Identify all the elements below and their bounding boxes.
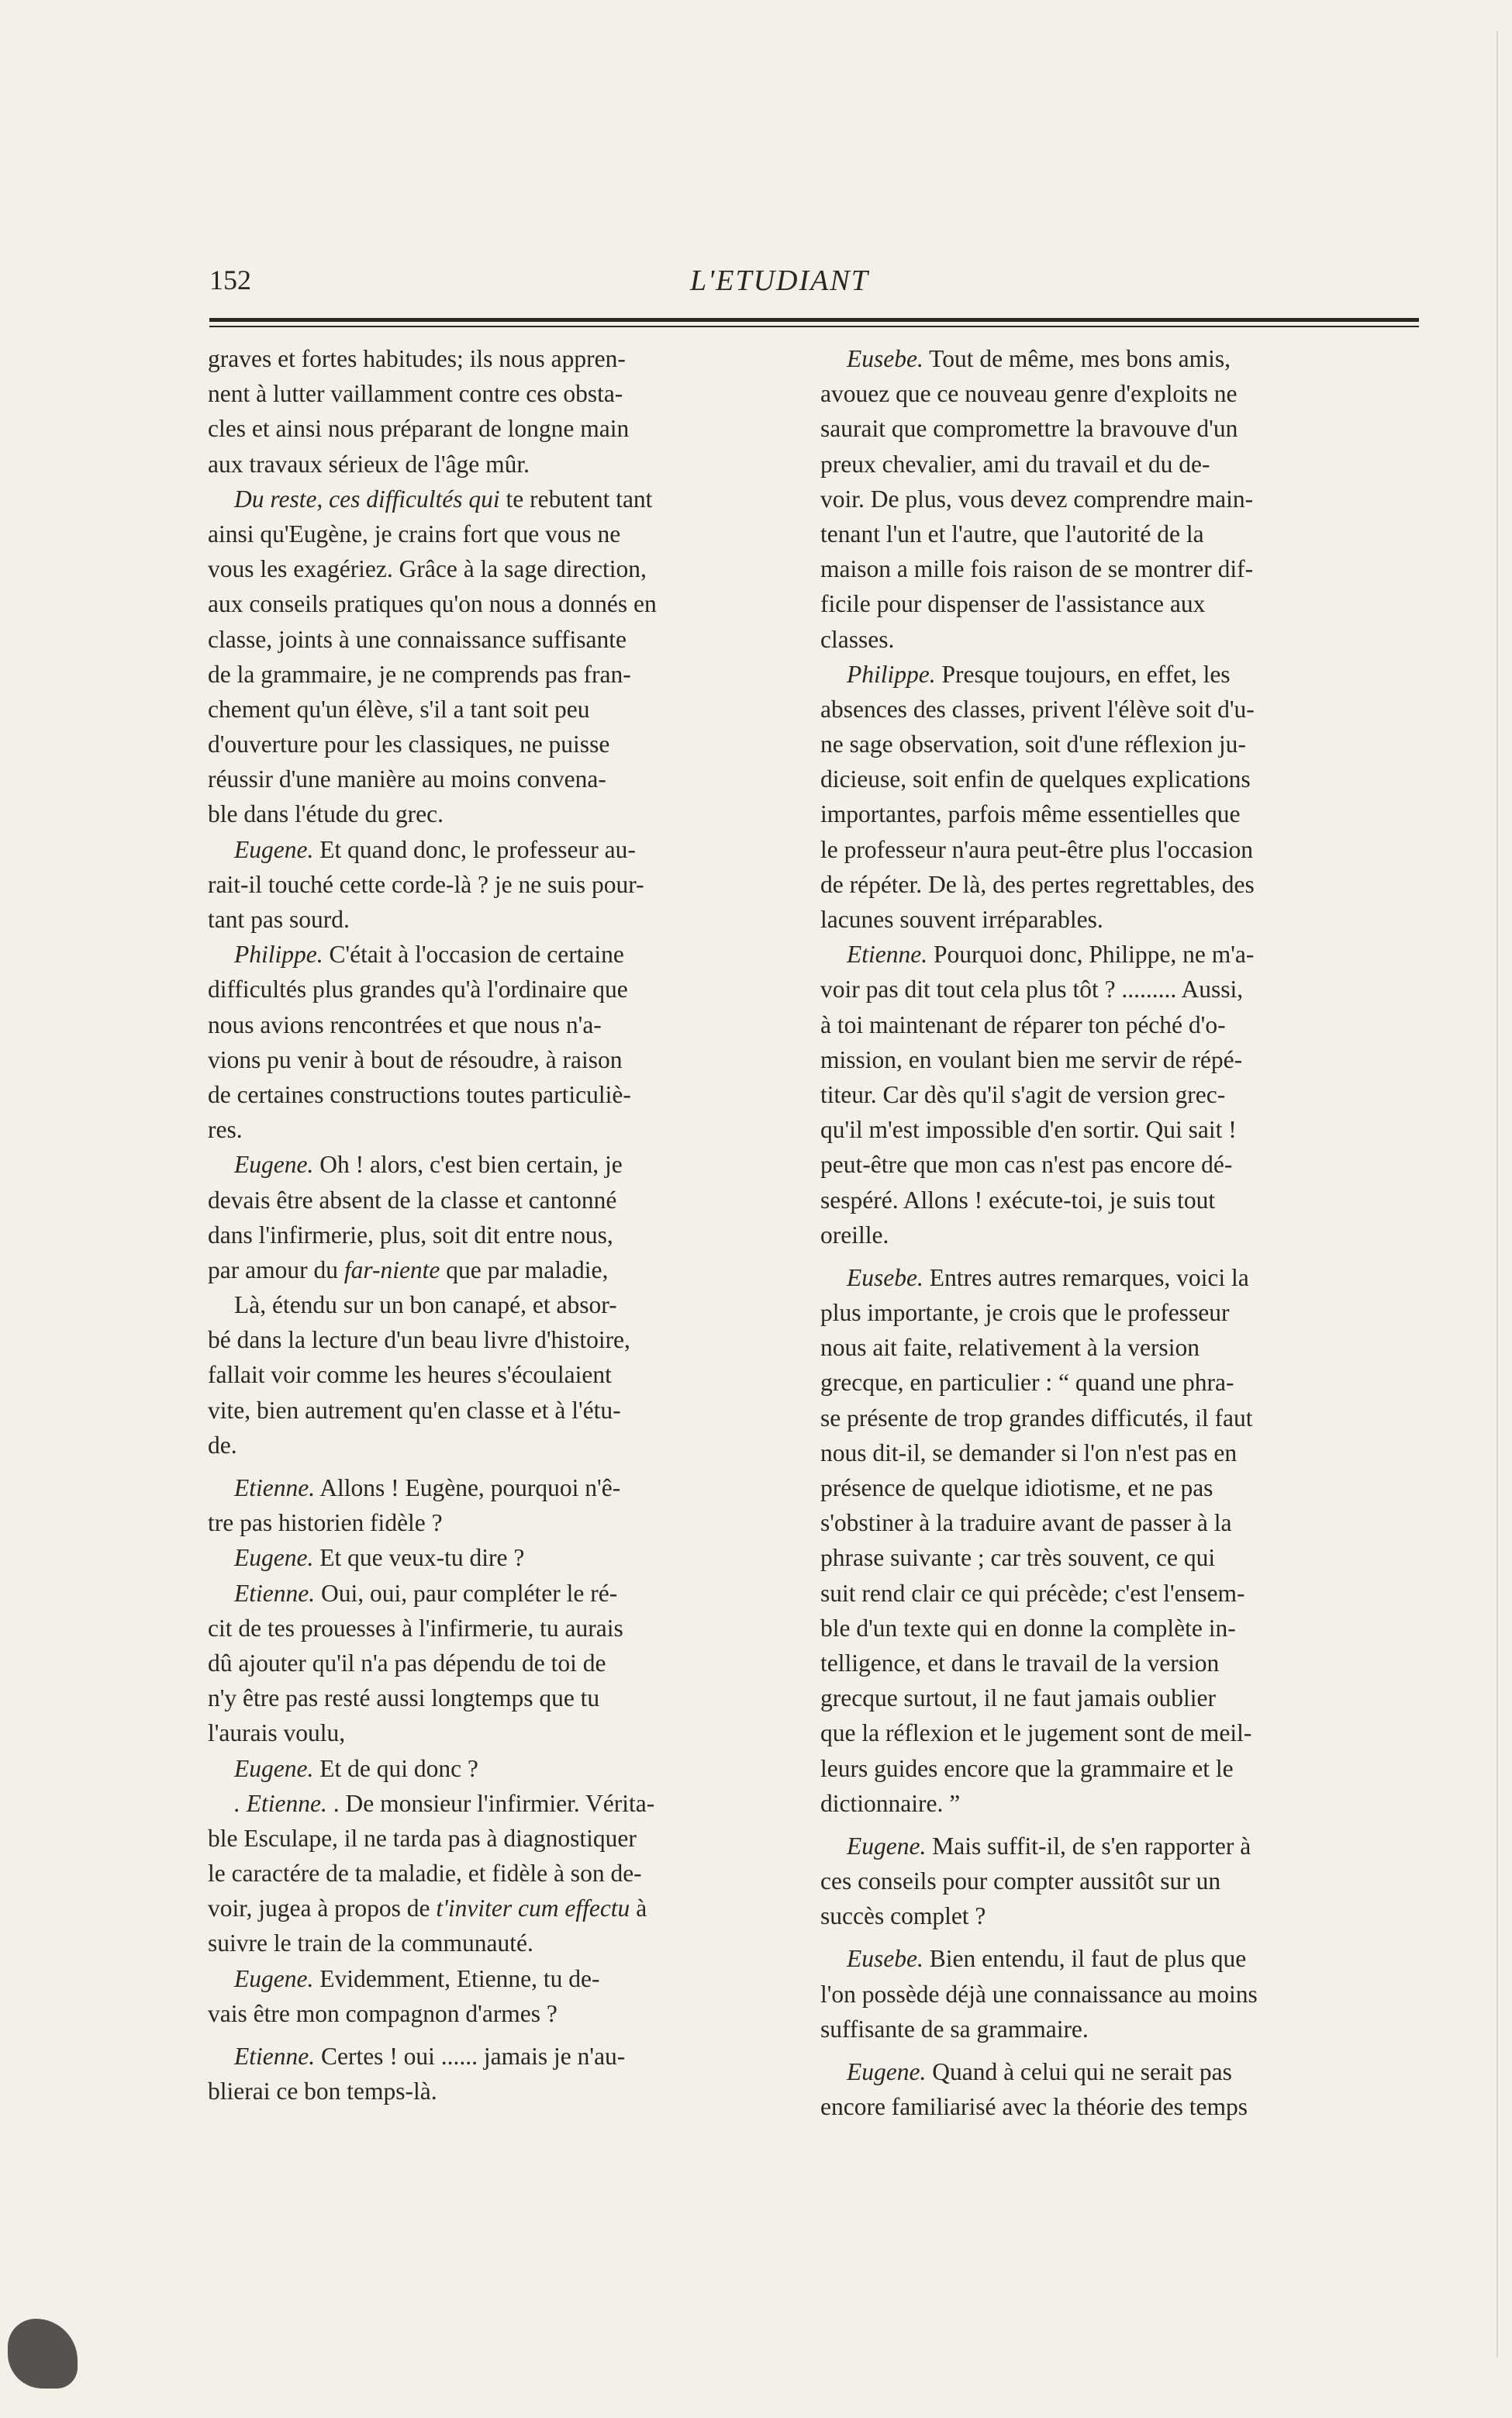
line-text: de. [208, 1431, 237, 1459]
line-text: dû ajouter qu'il n'a pas dépendu de toi de [208, 1649, 606, 1677]
line-text: ces conseils pour compter aussitôt sur un [820, 1867, 1221, 1895]
text-line [820, 867, 1394, 902]
text-line [208, 1252, 782, 1287]
line-text: Quand à celui qui ne serait pas [926, 2058, 1232, 2085]
line-text: chement qu'un élève, s'il a tant soit peu [208, 695, 590, 723]
line-text: classe, joints à une connaissance suffisante [208, 625, 627, 653]
text-line [820, 1646, 1394, 1681]
line-text: que par maladie, [440, 1256, 609, 1283]
text-line [208, 657, 782, 692]
text-line [208, 1961, 782, 1996]
line-text: bé dans la lecture d'un beau livre d'histoire, [208, 1326, 630, 1354]
corner-ink-mark [8, 2319, 78, 2389]
line-text: encore familiarisé avec la théorie des temps [820, 2093, 1248, 2121]
line-text: vais être mon compagnon d'armes ? [208, 1999, 558, 2027]
line-text: vous les exagériez. Grâce à la sage direction, [208, 555, 647, 583]
line-text: s'obstiner à la traduire avant de passer à la [820, 1509, 1232, 1537]
text-line [208, 1540, 782, 1575]
line-text: par amour du [208, 1256, 344, 1283]
text-line [820, 1218, 1394, 1252]
text-line [208, 516, 782, 551]
text-line [208, 1147, 782, 1182]
line-text: Et que veux-tu dire ? [313, 1544, 525, 1572]
text-line [820, 1183, 1394, 1218]
text-line [208, 867, 782, 902]
text-line [208, 937, 782, 972]
line-text: res. [208, 1116, 243, 1144]
text-line [208, 622, 782, 657]
right-column [820, 341, 1394, 2124]
speaker-name: Eugene. [234, 1151, 314, 1179]
line-text: ble dans l'étude du grec. [208, 800, 444, 828]
line-text: à [630, 1895, 647, 1922]
line-text: avouez que ce nouveau genre d'exploits ne [820, 380, 1238, 408]
line-text: tenant l'un et l'autre, que l'autorité de la [820, 520, 1204, 548]
speaker-name: Eusebe. [847, 345, 923, 372]
text-line [820, 447, 1394, 482]
page-header [209, 264, 1419, 310]
line-text: ble d'un texte qui en donne la complète in- [820, 1614, 1236, 1642]
line-text: rait-il touché cette corde-là ? je ne suis pour- [208, 870, 644, 898]
speaker-name: Etienne. [234, 2043, 316, 2070]
text-line [820, 376, 1394, 411]
text-line [208, 1505, 782, 1540]
line-text: à toi maintenant de réparer ton péché d'o- [820, 1010, 1226, 1038]
line-text: Pourquoi donc, Philippe, ne m'a- [927, 941, 1255, 969]
text-line [208, 1681, 782, 1715]
text-line [208, 1357, 782, 1392]
text-line [208, 447, 782, 482]
text-line [208, 1891, 782, 1926]
text-line [820, 622, 1394, 657]
text-line [208, 1112, 782, 1147]
line-text: voir. De plus, vous devez comprendre main- [820, 485, 1254, 513]
text-line [820, 1977, 1394, 2012]
text-line [820, 1435, 1394, 1470]
text-line [208, 1077, 782, 1112]
line-text: Evidemment, Etienne, tu de- [313, 1964, 600, 1992]
text-line [208, 1007, 782, 1042]
speaker-name: Eugene. [847, 2058, 927, 2085]
line-text: voir, jugea à propos de [208, 1895, 437, 1922]
line-text: tre pas historien fidèle ? [208, 1509, 443, 1537]
line-text: le professeur n'aura peut-être plus l'occasion [820, 835, 1254, 863]
text-line [820, 1330, 1394, 1365]
line-text: suit rend clair ce qui précède; c'est l'ensem- [820, 1579, 1245, 1607]
text-line [820, 1864, 1394, 1898]
text-line [208, 1856, 782, 1891]
text-line [820, 1401, 1394, 1435]
line-text: . De monsieur l'infirmier. Vérita- [326, 1789, 655, 1817]
text-line [820, 796, 1394, 831]
text-line [820, 2089, 1394, 2124]
text-line [208, 1322, 782, 1357]
running-title: L'ETUDIANT [690, 264, 869, 297]
page-edge-shadow [1496, 31, 1498, 2358]
text-line [208, 1611, 782, 1646]
text-line [820, 902, 1394, 937]
line-text: fallait voir comme les heures s'écoulaient [208, 1361, 612, 1389]
line-text: Oui, oui, paur compléter le ré- [315, 1579, 618, 1607]
line-text: blierai ce bon temps-là. [208, 2078, 437, 2105]
text-line [820, 832, 1394, 867]
line-text: Mais suffit-il, de s'en rapporter à [926, 1832, 1251, 1860]
text-line [820, 1786, 1394, 1821]
line-text: d'ouverture pour les classiques, ne puisse [208, 731, 610, 758]
line-text: sespéré. Allons ! exécute-toi, je suis tout [820, 1186, 1216, 1214]
line-text: se présente de trop grandes difficutés, il faut [820, 1404, 1253, 1432]
speaker-name: Philippe. [234, 941, 323, 969]
line-text: tant pas sourd. [208, 906, 350, 933]
line-text: grecque, en particulier : “ quand une phra- [820, 1369, 1234, 1397]
line-text: vite, bien autrement qu'en classe et à l'étu- [208, 1396, 621, 1424]
text-line [820, 586, 1394, 621]
speaker-name: Etienne. [234, 1474, 316, 1501]
line-text: Bien entendu, il faut de plus que [923, 1945, 1247, 1973]
text-line [820, 1751, 1394, 1786]
line-text: peut-être que mon cas n'est pas encore dé- [820, 1151, 1233, 1179]
line-text: grecque surtout, il ne faut jamais oublier [820, 1684, 1216, 1712]
line-text: Certes ! oui ...... jamais je n'au- [315, 2043, 626, 2070]
line-text: Et quand donc, le professeur au- [313, 835, 636, 863]
text-line [208, 1751, 782, 1786]
text-line [820, 937, 1394, 972]
line-text: devais être absent de la classe et cantonné [208, 1186, 617, 1214]
line-text: aux conseils pratiques qu'on nous a donnés en [208, 590, 657, 618]
line-text: nous avions rencontrées et que nous n'a- [208, 1010, 602, 1038]
text-line [820, 1941, 1394, 1976]
text-line [820, 1829, 1394, 1864]
line-text: Là, étendu sur un bon canapé, et absor- [234, 1291, 617, 1319]
text-line [208, 1786, 782, 1821]
text-line [820, 516, 1394, 551]
line-text: C'était à l'occasion de certaine [323, 941, 624, 969]
line-text: ficile pour dispenser de l'assistance aux [820, 590, 1206, 618]
text-line [820, 411, 1394, 446]
line-text: nent à lutter vaillamment contre ces obsta- [208, 380, 623, 408]
text-line [820, 2054, 1394, 2089]
text-line [208, 727, 782, 762]
text-line [208, 1470, 782, 1505]
header-rule-thin [209, 326, 1419, 327]
text-line [208, 692, 782, 727]
text-line [820, 1295, 1394, 1330]
speaker-name: Etienne. [847, 941, 928, 969]
text-line [820, 1042, 1394, 1077]
line-text: cles et ainsi nous préparant de longne main [208, 415, 630, 443]
line-text: nous dit-il, se demander si l'on n'est pas en [820, 1439, 1238, 1466]
text-line [820, 1898, 1394, 1933]
speaker-name: Eusebe. [847, 1945, 923, 1973]
text-line [820, 1715, 1394, 1750]
line-text: importantes, parfois même essentielles que [820, 800, 1241, 828]
text-line [820, 972, 1394, 1007]
text-line [208, 2039, 782, 2074]
line-text: suffisante de sa grammaire. [820, 2015, 1089, 2043]
text-line [208, 2074, 782, 2109]
line-text: que la réflexion et le jugement sont de meil- [820, 1719, 1252, 1747]
line-text: Oh ! alors, c'est bien certain, je [313, 1151, 623, 1179]
line-text: suivre le train de la communauté. [208, 1929, 533, 1957]
line-text: de répéter. De là, des pertes regrettables, des [820, 870, 1255, 898]
line-text: Entres autres remarques, voici la [923, 1263, 1249, 1291]
text-line [208, 376, 782, 411]
text-line [208, 1576, 782, 1611]
text-line [208, 1926, 782, 1960]
italic-text: far-niente [343, 1256, 440, 1283]
line-text: Et de qui donc ? [313, 1754, 478, 1782]
italic-text: t'inviter cum effectu [436, 1895, 630, 1922]
line-text: dans l'infirmerie, plus, soit dit entre nous, [208, 1221, 613, 1249]
speaker-name: Eugene. [234, 1964, 314, 1992]
text-line [208, 1715, 782, 1750]
text-line [820, 1540, 1394, 1575]
line-text: maison a mille fois raison de se montrer dif- [820, 555, 1254, 583]
line-text: Tout de même, mes bons amis, [923, 345, 1231, 372]
text-line [208, 1042, 782, 1077]
text-line [820, 1576, 1394, 1611]
speaker-name: Eugene. [234, 835, 314, 863]
speaker-name: Philippe. [847, 660, 936, 688]
line-text: l'on possède déjà une connaissance au moins [820, 1980, 1258, 2008]
line-text: aux travaux sérieux de l'âge mûr. [208, 450, 530, 478]
line-text: titeur. Car dès qu'il s'agit de version grec- [820, 1080, 1226, 1108]
line-text: n'y être pas resté aussi longtemps que tu [208, 1684, 600, 1712]
line-text: dicieuse, soit enfin de quelques explications [820, 765, 1251, 793]
speaker-name: Eugene. [847, 1832, 927, 1860]
text-line [820, 1470, 1394, 1505]
speaker-name: . Etienne. [234, 1789, 327, 1817]
text-line [208, 796, 782, 831]
line-text: voir pas dit tout cela plus tôt ? ......... Aussi, [820, 976, 1244, 1003]
text-line [208, 1646, 782, 1681]
line-text: difficultés plus grandes qu'à l'ordinaire que [208, 976, 628, 1003]
line-text: Presque toujours, en effet, les [935, 660, 1231, 688]
line-text: l'aurais voulu, [208, 1719, 346, 1747]
text-line [820, 341, 1394, 376]
line-text: telligence, et dans le travail de la version [820, 1649, 1220, 1677]
line-text: classes. [820, 625, 895, 653]
line-text: oreille. [820, 1221, 889, 1249]
text-line [820, 657, 1394, 692]
italic-text: Du reste, ces difficultés qui [234, 485, 500, 513]
text-line [820, 1505, 1394, 1540]
line-text: succès complet ? [820, 1902, 986, 1930]
text-line [820, 551, 1394, 586]
line-text: présence de quelque idiotisme, et ne pas [820, 1474, 1213, 1501]
text-line [208, 832, 782, 867]
line-text: ainsi qu'Eugène, je crains fort que vous ne [208, 520, 621, 548]
text-line [820, 1147, 1394, 1182]
line-text: qu'il m'est impossible d'en sortir. Qui sait ! [820, 1116, 1237, 1144]
text-line [208, 411, 782, 446]
speaker-name: Etienne. [234, 1579, 316, 1607]
line-text: nous ait faite, relativement à la version [820, 1334, 1200, 1362]
text-line [208, 1821, 782, 1856]
line-text: ble Esculape, il ne tarda pas à diagnostiquer [208, 1824, 637, 1852]
text-line [820, 762, 1394, 796]
line-text: de la grammaire, je ne comprends pas fran- [208, 660, 631, 688]
line-text: Allons ! Eugène, pourquoi n'ê- [315, 1474, 621, 1501]
line-text: lacunes souvent irréparables. [820, 906, 1103, 933]
text-line [208, 972, 782, 1007]
text-line [208, 341, 782, 376]
line-text: leurs guides encore que la grammaire et le [820, 1754, 1234, 1782]
text-line [208, 551, 782, 586]
text-line [820, 1077, 1394, 1112]
text-line [820, 1007, 1394, 1042]
line-text: ne sage observation, soit d'une réflexion ju- [820, 731, 1246, 758]
text-line [208, 1428, 782, 1463]
line-text: cit de tes prouesses à l'infirmerie, tu aurais [208, 1614, 623, 1642]
text-line [208, 482, 782, 516]
text-line [208, 1996, 782, 2031]
page-number: 152 [209, 264, 251, 295]
text-line [820, 727, 1394, 762]
speaker-name: Eugene. [234, 1754, 314, 1782]
line-text: preux chevalier, ami du travail et du de- [820, 450, 1210, 478]
text-line [208, 1287, 782, 1322]
line-text: phrase suivante ; car très souvent, ce qui [820, 1544, 1216, 1572]
line-text: saurait que compromettre la bravouve d'un [820, 415, 1238, 443]
text-line [820, 1681, 1394, 1715]
left-column [208, 341, 782, 2109]
line-text: réussir d'une manière au moins convena- [208, 765, 606, 793]
text-line [208, 762, 782, 796]
speaker-name: Eugene. [234, 1544, 314, 1572]
line-text: de certaines constructions toutes particuliè- [208, 1080, 631, 1108]
line-text: graves et fortes habitudes; ils nous appren- [208, 345, 626, 372]
header-rule-thick [209, 318, 1419, 322]
text-line [208, 1218, 782, 1252]
line-text: plus importante, je crois que le professeur [820, 1299, 1230, 1327]
text-line [820, 1112, 1394, 1147]
text-line [820, 2012, 1394, 2047]
text-line [208, 902, 782, 937]
text-line [820, 1611, 1394, 1646]
text-line [820, 692, 1394, 727]
line-text: absences des classes, privent l'élève soit d'u- [820, 695, 1255, 723]
line-text: dictionnaire. ” [820, 1789, 961, 1817]
text-line [820, 482, 1394, 516]
text-line [820, 1260, 1394, 1295]
line-text: le caractére de ta maladie, et fidèle à son de- [208, 1860, 642, 1888]
speaker-name: Eusebe. [847, 1263, 923, 1291]
line-text: vions pu venir à bout de résoudre, à raison [208, 1045, 623, 1073]
text-line [820, 1365, 1394, 1400]
text-line [208, 1393, 782, 1428]
line-text: mission, en voulant bien me servir de répé- [820, 1045, 1243, 1073]
text-line [208, 586, 782, 621]
line-text: te rebutent tant [499, 485, 653, 513]
text-line [208, 1183, 782, 1218]
